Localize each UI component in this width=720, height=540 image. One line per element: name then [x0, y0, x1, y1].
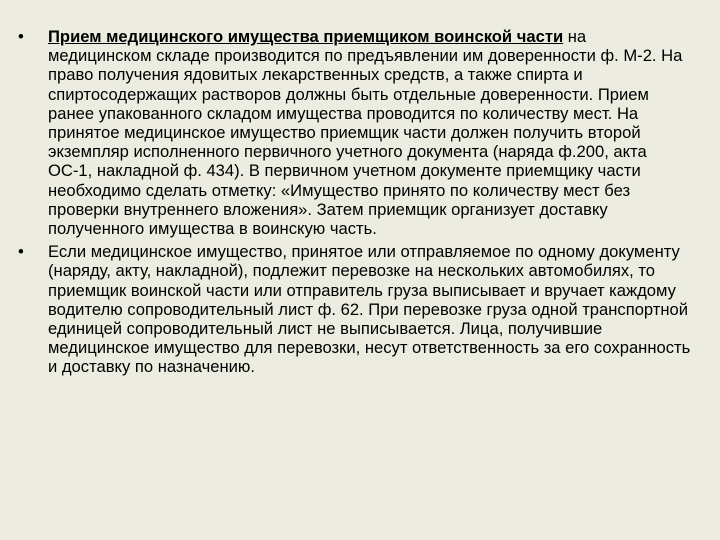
- bullet-body-text: на медицинском складе производится по предъявлении им доверенности ф. М-2. На право получения ядовитых лекарственных средств, а также спирта и спиртосодержащих растворов должны быть отдельные доверенности. Прием ранее упакованного складом имущества проводится по количеству мест. На принятое медицинское имущество приемщик части должен получить второй экземпляр исполненного первичного учетного документа (наряда ф.200, акта ОС-1, накладной ф. 434). В первичном учетном документе приемщику части необходимо сделать отметку: «Имущество принято по количеству мест без проверки внутреннего вложения». Затем приемщик организует доставку полученного имущества в воинскую часть.: [48, 27, 683, 239]
- bullet-dot-icon: •: [18, 27, 24, 46]
- bullet-item-reception: [18, 27, 694, 238]
- bullet-body-text: Если медицинское имущество, принятое или отправляемое по одному документу (наряду, акту, накладной), подлежит перевозке на нескольких автомобилях, то приемщик воинской части или отправитель груза выписывает и вручает каждому водителю сопроводительный лист ф. 62. При перевозке груза одной транспортной единицей сопроводительный лист не выписывается. Лица, получившие медицинское имущество для перевозки, несут ответственность за его сохранность и доставку по назначению.: [48, 242, 691, 377]
- bullet-lead-heading: Прием медицинского имущества приемщиком воинской части: [48, 27, 564, 46]
- bullet-list: [18, 27, 694, 377]
- bullet-item-transport: [18, 242, 694, 376]
- bullet-dot-icon: •: [18, 242, 24, 262]
